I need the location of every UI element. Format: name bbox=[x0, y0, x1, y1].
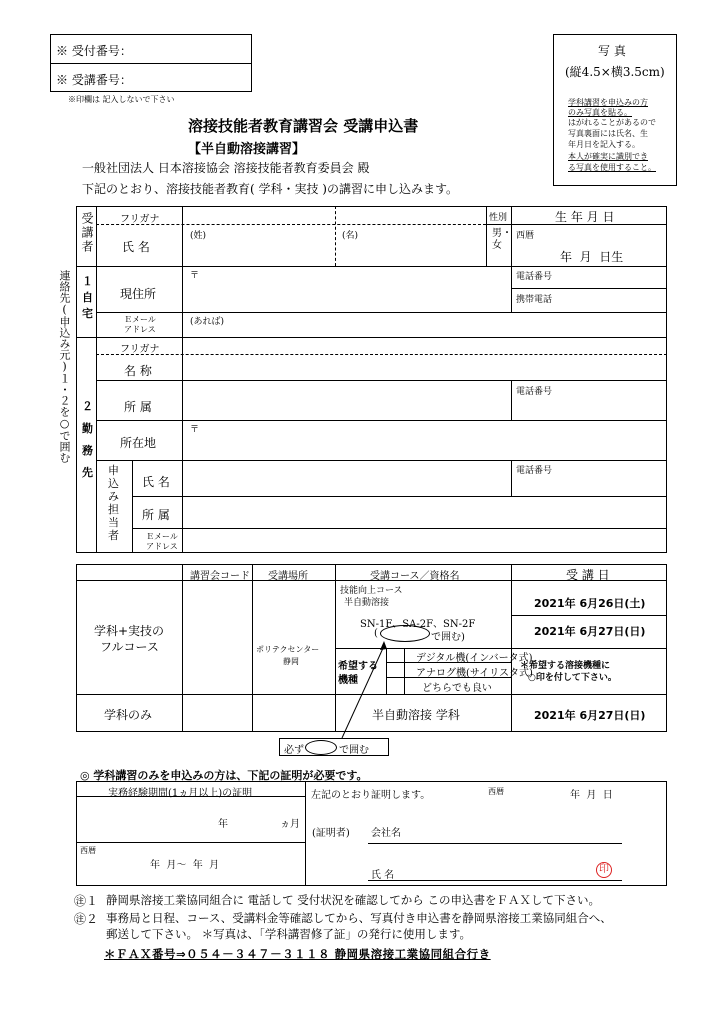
col-date: 受 講 日 bbox=[566, 568, 610, 582]
email-field[interactable]: (あれば) bbox=[190, 317, 225, 327]
machine-option-either[interactable]: どちらでも良い bbox=[422, 683, 492, 694]
desired-machine-label: 希望する bbox=[338, 661, 378, 672]
form-title: 溶接技能者教育講習会 受講申込書 bbox=[188, 117, 419, 135]
applicant-side-label: 受講者 bbox=[80, 212, 94, 254]
form-subtitle: 【半自動溶接講習】 bbox=[188, 142, 306, 157]
person-in-charge-label: 申込み担当者 bbox=[108, 464, 119, 542]
machine-note: ＊希望する溶接機種に bbox=[520, 661, 611, 671]
note2-mark: ㊟２ bbox=[74, 912, 99, 926]
company-name-label: 名 称 bbox=[124, 364, 152, 378]
certificate-notice: ◎ 学科講習のみを申込みの方は、下記の証明が必要です。 bbox=[80, 769, 368, 782]
certification-text: 左記のとおり証明します。 bbox=[311, 790, 431, 801]
person-phone-field[interactable]: 電話番号 bbox=[516, 466, 553, 476]
work-postal-mark: 〒 bbox=[190, 425, 200, 435]
address-label: 現住所 bbox=[120, 287, 157, 301]
course-line2: 半自動溶接 bbox=[344, 598, 390, 608]
academic-course: 半自動溶接 学科 bbox=[372, 708, 460, 722]
must-circle-label: 必ず bbox=[284, 745, 304, 756]
name-label: 氏 名 bbox=[122, 240, 150, 254]
qualification-options[interactable]: SN-1F、SA-2F、SN-2F bbox=[360, 619, 476, 630]
department-label: 所 属 bbox=[124, 400, 152, 414]
print-note: ※印欄は 記入しないで下さい bbox=[68, 95, 175, 104]
photo-size: (縦4.5×横3.5cm) bbox=[565, 65, 665, 79]
photo-note: る写真を使用すること。 bbox=[568, 163, 656, 172]
period-era: 西暦 bbox=[80, 846, 96, 855]
photo-note: 年月日を記入する。 bbox=[568, 140, 640, 149]
col-place: 受講場所 bbox=[268, 571, 308, 582]
birth-era: 西暦 bbox=[516, 231, 535, 241]
date-1: 2021年 6月26日(土) bbox=[534, 597, 646, 610]
certification-era: 西暦 bbox=[488, 787, 504, 796]
addressee: 一般社団法人 日本溶接協会 溶接技能者教育委員会 殿 bbox=[82, 161, 370, 175]
given-name-field[interactable]: (名) bbox=[342, 231, 359, 241]
furigana-label: フリガナ bbox=[120, 214, 160, 225]
email-label-2: アドレス bbox=[124, 325, 156, 334]
fax-number[interactable]: ＊ＦＡＸ番号⇒０５４－３４７－３１１８ 静岡県溶接工業協同組合行き bbox=[104, 947, 491, 961]
person-email-label-2: アドレス bbox=[146, 542, 178, 551]
certifier-label: (証明者) bbox=[312, 828, 350, 839]
work-label: ２勤務先 bbox=[82, 400, 93, 479]
open-paren: ( bbox=[374, 628, 378, 639]
photo-note: 本人が確実に識別でき bbox=[568, 152, 648, 161]
work-furigana-label: フリガナ bbox=[120, 344, 160, 355]
person-name-label: 氏 名 bbox=[142, 475, 170, 489]
postal-mark: 〒 bbox=[190, 271, 200, 281]
gender-options[interactable]: 男・女 bbox=[492, 228, 512, 251]
person-dept-label: 所 属 bbox=[142, 508, 170, 522]
desired-machine-label-2: 機種 bbox=[338, 675, 358, 686]
machine-note-2: ○印を付して下さい。 bbox=[528, 673, 617, 683]
col-course: 受講コース／資格名 bbox=[370, 571, 460, 582]
certification-date[interactable]: 年 月 日 bbox=[570, 790, 613, 801]
gender-label: 性別 bbox=[489, 213, 508, 223]
place-label-2: 静岡 bbox=[283, 657, 299, 666]
birth-date-field[interactable]: 年 月 日生 bbox=[560, 250, 624, 264]
place-label: ポリテクセンター bbox=[256, 645, 320, 654]
course-line1: 技能向上コース bbox=[340, 586, 403, 596]
person-email-label: Ｅメール bbox=[146, 532, 178, 541]
experience-years[interactable]: 年 bbox=[218, 819, 228, 830]
period-field[interactable]: 年 月～ 年 月 bbox=[150, 860, 220, 871]
photo-note: 写真裏面には氏名、生 bbox=[568, 129, 648, 138]
course-number-field[interactable]: ※ 受講番号： bbox=[56, 73, 132, 87]
circle-note: で囲む) bbox=[431, 632, 465, 643]
note1: 静岡県溶接工業協同組合に 電話して 受付状況を確認してから この申込書をＦＡＸして下さい。 bbox=[106, 893, 600, 907]
certifier-name-field[interactable]: 氏 名 bbox=[371, 870, 395, 881]
reception-number-field[interactable]: ※ 受付番号： bbox=[56, 44, 132, 58]
photo-note: 学科講習を申込みの方 bbox=[568, 98, 648, 107]
date-3: 2021年 6月27日(日) bbox=[534, 709, 646, 722]
full-course-label: 学科+実技の bbox=[94, 624, 165, 638]
location-label: 所在地 bbox=[120, 436, 157, 450]
work-phone-field[interactable]: 電話番号 bbox=[516, 387, 553, 397]
note1-mark: ㊟１ bbox=[74, 894, 99, 908]
statement: 下記のとおり、溶接技能者教育( 学科・実技 )の講習に申し込みます。 bbox=[82, 182, 459, 196]
experience-months[interactable]: ヵ月 bbox=[280, 819, 300, 830]
seal-mark: 印 bbox=[596, 862, 612, 878]
company-field[interactable]: 会社名 bbox=[371, 828, 401, 839]
experience-title: 実務経験期間(1ヵ月以上)の証明 bbox=[108, 788, 253, 799]
machine-option-digital[interactable]: デジタル機(インバータ式) bbox=[416, 653, 533, 664]
birth-label: 生 年 月 日 bbox=[555, 210, 615, 224]
must-circle-label-2: で囲む bbox=[339, 745, 369, 756]
machine-option-analog[interactable]: アナログ機(サイリスタ式) bbox=[416, 668, 533, 679]
photo-note: のみ写真を貼る。 bbox=[568, 108, 632, 117]
note2-a: 事務局と日程、コース、受講料金等確認してから、写真付き申込書を静岡県溶接工業協同組合へ、 bbox=[106, 911, 612, 925]
email-label: Ｅメール bbox=[124, 315, 156, 324]
col-code: 講習会コード bbox=[190, 571, 250, 582]
date-2: 2021年 6月27日(日) bbox=[534, 625, 646, 638]
home-label: １自宅 bbox=[82, 275, 93, 320]
contact-side-label: 連絡先(申込み元)１・２を○で囲む bbox=[58, 270, 71, 463]
photo-title: 写 真 bbox=[598, 44, 626, 58]
surname-field[interactable]: (姓) bbox=[190, 231, 207, 241]
academic-only-label: 学科のみ bbox=[104, 708, 153, 722]
full-course-label-2: フルコース bbox=[100, 640, 159, 654]
mobile-field[interactable]: 携帯電話 bbox=[516, 295, 553, 305]
home-phone-field[interactable]: 電話番号 bbox=[516, 272, 553, 282]
photo-note: はがれることがあるので bbox=[568, 118, 656, 127]
note2-b: 郵送して下さい。 ＊写真は、「学科講習修了証」の発行に使用します。 bbox=[106, 927, 471, 941]
